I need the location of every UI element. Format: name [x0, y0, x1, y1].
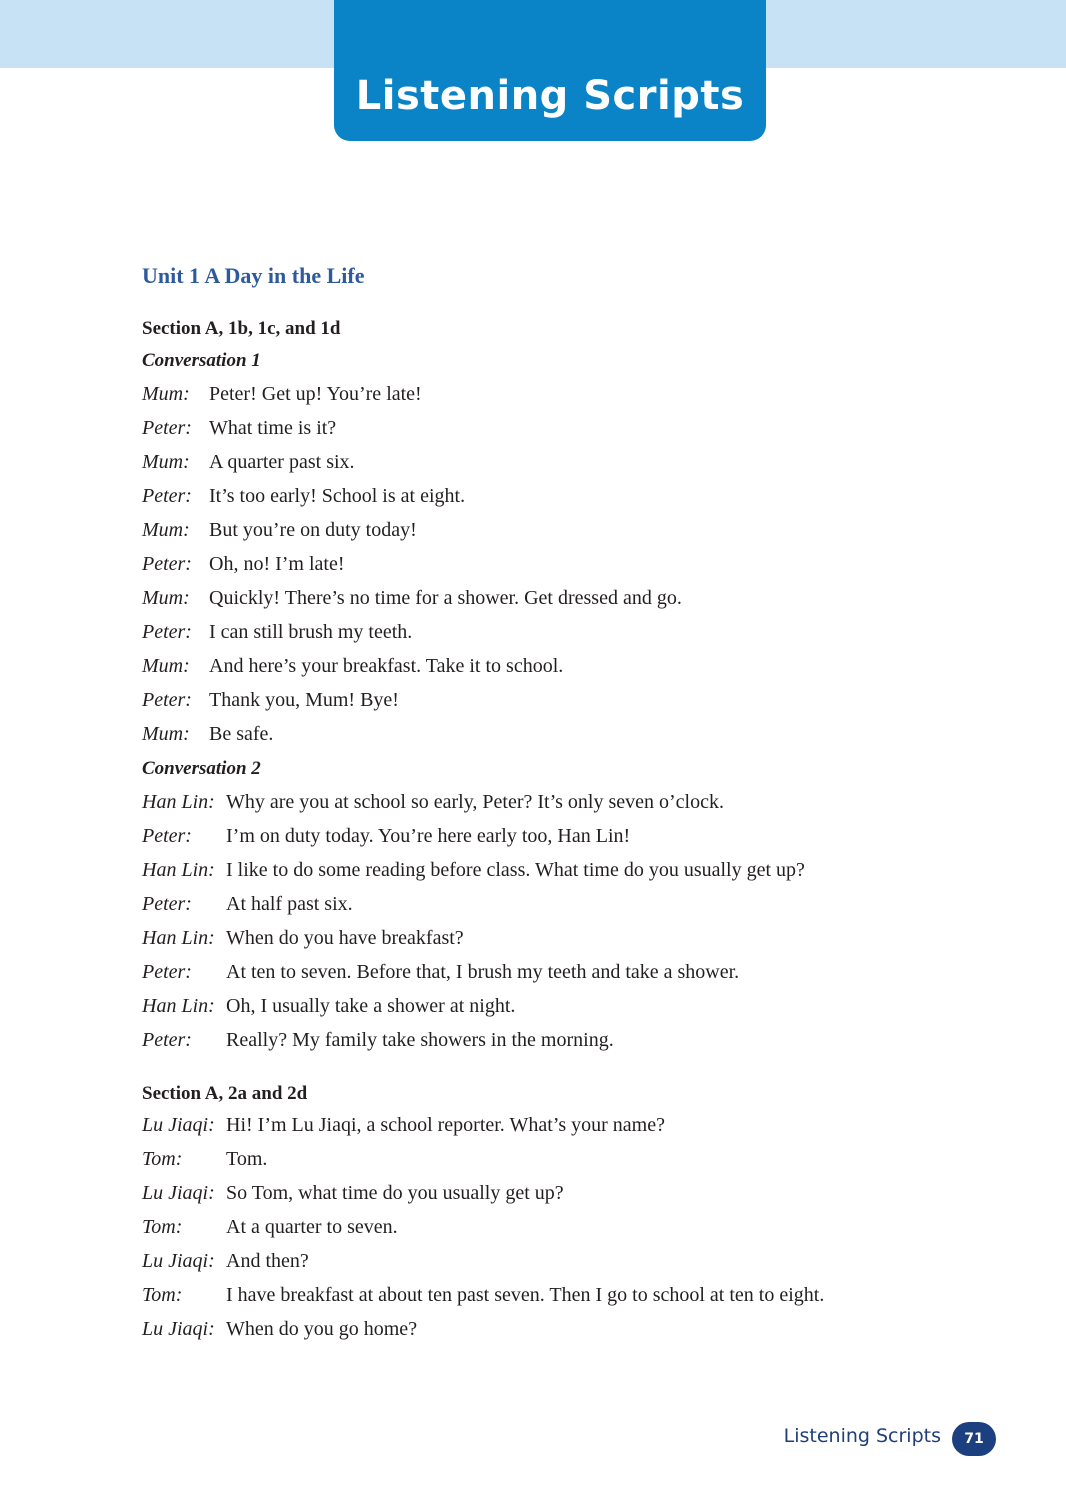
line-text: Quickly! There’s no time for a shower. Get dressed and go.: [209, 587, 682, 609]
line-text: I like to do some reading before class. What time do you usually get up?: [226, 859, 805, 881]
page-number-badge: 71: [952, 1422, 996, 1456]
speaker: Tom:: [142, 1284, 183, 1306]
speaker: Peter:: [142, 485, 192, 507]
line-text: I can still brush my teeth.: [209, 621, 413, 643]
speaker: Mum:: [142, 587, 190, 609]
speaker: Han Lin:: [142, 859, 215, 881]
line-text: So Tom, what time do you usually get up?: [226, 1182, 564, 1204]
footer-label: Listening Scripts: [783, 1425, 941, 1447]
line-text: Oh, no! I’m late!: [209, 553, 345, 575]
section-heading: Section A, 2a and 2d: [142, 1083, 308, 1104]
line-text: At ten to seven. Before that, I brush my teeth and take a shower.: [226, 961, 740, 983]
line-text: Thank you, Mum! Bye!: [209, 689, 399, 711]
speaker: Peter:: [142, 553, 192, 575]
speaker: Peter:: [142, 893, 192, 915]
speaker: Peter:: [142, 621, 192, 643]
line-text: When do you have breakfast?: [226, 927, 464, 949]
line-text: And then?: [226, 1250, 309, 1272]
line-text: What time is it?: [209, 417, 337, 439]
speaker: Lu Jiaqi:: [142, 1114, 215, 1136]
conversation-title: Conversation 2: [142, 758, 261, 779]
line-text: Why are you at school so early, Peter? It’s only seven o’clock.: [226, 791, 724, 813]
speaker: Han Lin:: [142, 995, 215, 1017]
page-title-tab: [334, 0, 766, 141]
line-text: I’m on duty today. You’re here early too, Han Lin!: [226, 825, 631, 847]
speaker: Mum:: [142, 655, 190, 677]
line-text: But you’re on duty today!: [209, 519, 417, 541]
unit-title: Unit 1 A Day in the Life: [142, 263, 365, 288]
line-text: It’s too early! School is at eight.: [209, 485, 466, 507]
line-text: At half past six.: [226, 893, 353, 915]
line-text: I have breakfast at about ten past seven. Then I go to school at ten to eight.: [226, 1284, 825, 1306]
speaker: Peter:: [142, 417, 192, 439]
speaker: Peter:: [142, 961, 192, 983]
speaker: Mum:: [142, 519, 190, 541]
line-text: At a quarter to seven.: [226, 1216, 398, 1238]
line-text: Hi! I’m Lu Jiaqi, a school reporter. What’s your name?: [226, 1114, 665, 1136]
speaker: Han Lin:: [142, 791, 215, 813]
speaker: Mum:: [142, 723, 190, 745]
line-text: Oh, I usually take a shower at night.: [226, 995, 516, 1017]
speaker: Mum:: [142, 383, 190, 405]
speaker: Lu Jiaqi:: [142, 1250, 215, 1272]
line-text: A quarter past six.: [209, 451, 355, 473]
line-text: Really? My family take showers in the morning.: [226, 1029, 614, 1051]
speaker: Han Lin:: [142, 927, 215, 949]
line-text: And here’s your breakfast. Take it to school.: [209, 655, 564, 677]
line-text: Peter! Get up! You’re late!: [209, 383, 422, 405]
speaker: Peter:: [142, 825, 192, 847]
page-title: Listening Scripts: [355, 72, 745, 119]
line-text: Be safe.: [209, 723, 274, 745]
speaker: Mum:: [142, 451, 190, 473]
line-text: When do you go home?: [226, 1318, 418, 1340]
speaker: Tom:: [142, 1148, 183, 1170]
section-heading: Section A, 1b, 1c, and 1d: [142, 318, 341, 339]
speaker: Peter:: [142, 1029, 192, 1051]
line-text: Tom.: [226, 1148, 268, 1170]
speaker: Lu Jiaqi:: [142, 1182, 215, 1204]
speaker: Peter:: [142, 689, 192, 711]
speaker: Tom:: [142, 1216, 183, 1238]
conversation-title: Conversation 1: [142, 350, 261, 371]
speaker: Lu Jiaqi:: [142, 1318, 215, 1340]
